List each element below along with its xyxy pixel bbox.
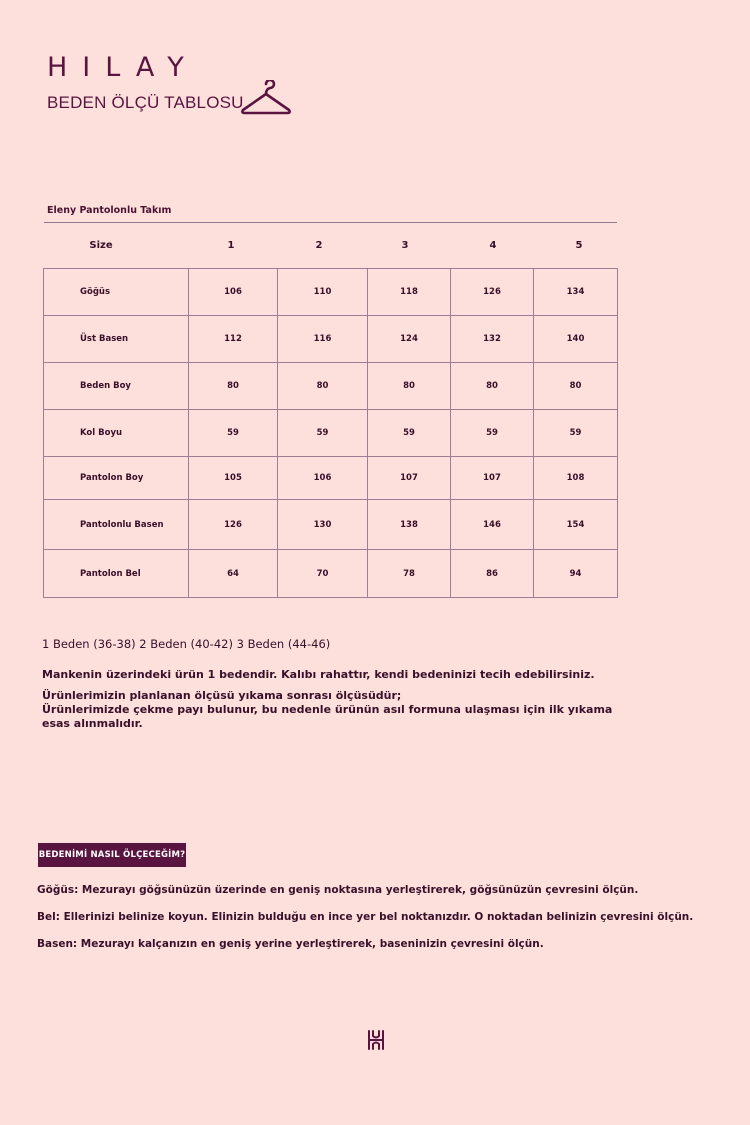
size-table: [43, 268, 618, 598]
table-cell: 116: [278, 316, 368, 363]
header-size-4: 4: [489, 240, 497, 251]
table-cell: 59: [368, 410, 451, 457]
row-label: Göğüs: [44, 269, 189, 316]
table-cell: 154: [534, 500, 618, 550]
table-cell: 86: [451, 550, 534, 598]
hanger-icon: [240, 80, 292, 116]
hip-instruction: Basen: Mezurayı kalçanızın en geniş yerine yerleştirerek, baseninizin çevresini ölçün.: [37, 938, 544, 950]
table-cell: 80: [534, 363, 618, 410]
table-cell: 94: [534, 550, 618, 598]
row-label: Kol Boyu: [44, 410, 189, 457]
table-cell: 112: [189, 316, 278, 363]
table-cell: 108: [534, 457, 618, 500]
header-size-3: 3: [401, 240, 409, 251]
table-cell: 59: [189, 410, 278, 457]
table-row: [44, 410, 618, 457]
table-cell: 59: [534, 410, 618, 457]
table-row: [44, 500, 618, 550]
table-cell: 110: [278, 269, 368, 316]
table-cell: 118: [368, 269, 451, 316]
table-cell: 106: [189, 269, 278, 316]
table-cell: 106: [278, 457, 368, 500]
table-cell: 59: [278, 410, 368, 457]
product-name: Eleny Pantolonlu Takım: [47, 205, 172, 216]
row-label: Pantolon Bel: [44, 550, 189, 598]
size-header-row: [44, 240, 617, 256]
page-title: BEDEN ÖLÇÜ TABLOSU: [47, 93, 244, 112]
table-cell: 78: [368, 550, 451, 598]
table-cell: 64: [189, 550, 278, 598]
table-cell: 138: [368, 500, 451, 550]
table-cell: 146: [451, 500, 534, 550]
row-label: Pantolon Boy: [44, 457, 189, 500]
header-size: Size: [89, 240, 113, 251]
row-label: Beden Boy: [44, 363, 189, 410]
table-cell: 134: [534, 269, 618, 316]
header-size-5: 5: [575, 240, 583, 251]
table-row: [44, 269, 618, 316]
wash-note-line-2: Ürünlerimizde çekme payı bulunur, bu nedenle ürünün asıl formuna ulaşması için ilk yıkama: [42, 703, 613, 716]
table-cell: 126: [189, 500, 278, 550]
table-cell: 80: [278, 363, 368, 410]
table-row: [44, 363, 618, 410]
table-cell: 80: [451, 363, 534, 410]
table-cell: 80: [368, 363, 451, 410]
divider: [44, 222, 617, 223]
size-range-note: 1 Beden (36-38) 2 Beden (40-42) 3 Beden (44-46): [42, 637, 331, 651]
table-cell: 80: [189, 363, 278, 410]
table-cell: 107: [368, 457, 451, 500]
row-label: Pantolonlu Basen: [44, 500, 189, 550]
table-cell: 132: [451, 316, 534, 363]
brand-logo-text: HILAY: [47, 52, 199, 83]
table-cell: 105: [189, 457, 278, 500]
header-size-2: 2: [315, 240, 323, 251]
table-cell: 70: [278, 550, 368, 598]
table-row: [44, 316, 618, 363]
table-row: [44, 550, 618, 598]
header-size-1: 1: [227, 240, 235, 251]
table-cell: 130: [278, 500, 368, 550]
table-cell: 107: [451, 457, 534, 500]
table-row: [44, 457, 618, 500]
hilay-monogram-logo: [364, 1028, 388, 1052]
wash-note-line-1: Ürünlerimizin planlanan ölçüsü yıkama sonrası ölçüsüdür;: [42, 689, 402, 702]
table-cell: 140: [534, 316, 618, 363]
wash-note-line-3: esas alınmalıdır.: [42, 717, 143, 730]
waist-instruction: Bel: Ellerinizi belinize koyun. Elinizin bulduğu en ince yer bel noktanızdır. O noktadan belinizin çevresini ölçün.: [37, 911, 694, 923]
table-cell: 126: [451, 269, 534, 316]
model-size-note: Mankenin üzerindeki ürün 1 bedendir. Kalıbı rahattır, kendi bedeninizi tecih edebilirsiniz.: [42, 668, 595, 681]
table-cell: 124: [368, 316, 451, 363]
chest-instruction: Göğüs: Mezurayı göğsünüzün üzerinde en geniş noktasına yerleştirerek, göğsünüzün çevresini ölçün.: [37, 884, 639, 896]
how-to-measure-button[interactable]: BEDENİMİ NASIL ÖLÇECEĞİM?: [38, 843, 186, 867]
row-label: Üst Basen: [44, 316, 189, 363]
table-cell: 59: [451, 410, 534, 457]
